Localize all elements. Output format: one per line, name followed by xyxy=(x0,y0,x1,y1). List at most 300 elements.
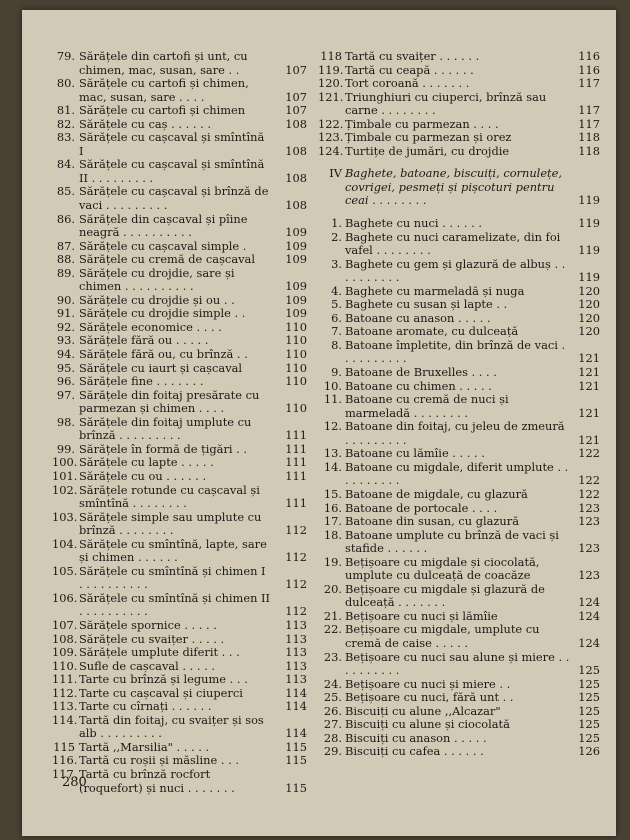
entry-number: 15. xyxy=(323,486,342,501)
entry-number: 2. xyxy=(331,229,342,244)
toc-entry xyxy=(318,705,612,719)
toc-entry xyxy=(52,646,324,660)
entry-title: Sărățele cu cașcaval simple . xyxy=(79,238,247,253)
toc-entry xyxy=(52,511,324,538)
entry-page: 121 xyxy=(578,405,600,420)
entry-page: 116 xyxy=(578,49,600,63)
toc-entry xyxy=(52,700,324,714)
entry-page: 110 xyxy=(285,347,307,362)
entry-title: Tartă ,,Marsilia" . . . . . xyxy=(79,739,210,754)
entry-title: Bețișoare cu migdale și ciocolată, umplute cu dulceață de coacăze xyxy=(345,554,540,583)
entry-page: 109 xyxy=(285,225,307,240)
entry-title: Bețișoare cu nuci, fără unt . . xyxy=(345,690,514,705)
toc-entry xyxy=(318,231,612,258)
entry-page: 113 xyxy=(285,645,307,660)
entry-title: Biscuiți cu cafea . . . . . . xyxy=(345,744,484,759)
entry-number: 102. xyxy=(52,482,78,497)
entry-number: 29. xyxy=(323,744,342,759)
entry-page: 109 xyxy=(285,279,307,294)
entry-title: Sărățele fine . . . . . . . xyxy=(79,374,204,389)
entry-number: 109. xyxy=(52,645,78,660)
entry-page: 119 xyxy=(578,193,600,208)
entry-number: 16. xyxy=(323,500,342,515)
toc-entry xyxy=(52,484,324,511)
toc-entry xyxy=(318,298,612,312)
entry-number: 11. xyxy=(323,392,342,407)
entry-number: 4. xyxy=(331,283,342,298)
toc-entry xyxy=(318,285,612,299)
entry-title: Sărățele cu ou . . . . . . xyxy=(79,468,207,483)
entry-title: Bețișoare cu migdale și glazură de dulceață . . . . . . . xyxy=(345,581,545,610)
entry-page: 115 xyxy=(285,739,307,754)
entry-page: 121 xyxy=(578,351,600,366)
entry-page: 117 xyxy=(578,103,600,118)
entry-number: 24. xyxy=(323,676,342,691)
entry-title: Tarte cu brînză și legume . . . xyxy=(79,672,248,687)
toc-entry xyxy=(318,691,612,705)
entry-page: 115 xyxy=(285,753,307,768)
entry-number: 93. xyxy=(56,333,75,348)
entry-number: 22. xyxy=(323,622,342,637)
entry-page: 124 xyxy=(578,608,600,623)
entry-number: 91. xyxy=(56,306,75,321)
toc-entry xyxy=(52,375,324,389)
entry-page: 113 xyxy=(285,631,307,646)
entry-page: 120 xyxy=(578,297,600,312)
entry-title: Bețișoare cu nuci sau alune și miere . . . . . . . . . . xyxy=(345,649,570,678)
toc-entry xyxy=(52,538,324,565)
entry-page: 112 xyxy=(285,604,307,619)
entry-page: 111 xyxy=(285,455,307,470)
entry-title: Sărățele rotunde cu cașcaval și smîntînă . . . . . . . . xyxy=(79,482,260,511)
entry-page: 126 xyxy=(578,744,600,759)
toc-entry xyxy=(52,470,324,484)
entry-page: 119 xyxy=(578,270,600,285)
entry-number: 7. xyxy=(331,324,342,339)
toc-entry xyxy=(52,185,324,212)
entry-page: 125 xyxy=(578,717,600,732)
entry-number: 115 xyxy=(53,739,75,754)
entry-title: Bețișoare cu migdale, umplute cu cremă de caise . . . . . xyxy=(345,622,540,650)
toc-entry xyxy=(52,673,324,687)
entry-page: 113 xyxy=(285,658,307,673)
entry-title: Tartă din foitaj, cu svaițer și sos alb . . . . . . . . . xyxy=(79,712,264,741)
entry-number: 100. xyxy=(52,455,78,470)
toc-entry xyxy=(318,745,612,759)
toc-entry xyxy=(318,77,612,91)
entry-title: Sărățele cu smîntînă, lapte, sare și chimen . . . . . . xyxy=(79,536,267,565)
toc-entry xyxy=(52,50,324,77)
toc-entry xyxy=(318,339,612,366)
entry-page: 116 xyxy=(578,62,600,77)
entry-page: 109 xyxy=(285,292,307,307)
entry-title: Sărățele cu iaurt și cașcaval xyxy=(79,360,243,375)
toc-entry xyxy=(318,325,612,339)
entry-title: Sărățele cu cașcaval și smîntînă I xyxy=(79,130,265,158)
toc-entry xyxy=(318,217,612,231)
entry-page: 114 xyxy=(285,726,307,741)
entry-title: Sărățele fără ou, cu brînză . . xyxy=(79,347,248,362)
toc-left-column xyxy=(52,50,324,795)
toc-entry xyxy=(318,50,612,64)
entry-title: Bețișoare cu nuci și lămîie xyxy=(345,608,498,623)
entry-number: 110. xyxy=(52,658,78,673)
entry-page: 113 xyxy=(285,672,307,687)
entry-page: 123 xyxy=(578,568,600,583)
entry-page: 107 xyxy=(285,89,307,104)
toc-entry xyxy=(318,556,612,583)
entry-page: 125 xyxy=(578,663,600,678)
toc-entry xyxy=(52,213,324,240)
entry-title: Biscuiți cu anason . . . . . xyxy=(345,730,487,745)
entry-title: Batoane cu chimen . . . . . xyxy=(345,378,492,393)
entry-title: Sufle de cașcaval . . . . . xyxy=(79,658,216,673)
toc-entry xyxy=(318,145,612,159)
toc-entry xyxy=(52,348,324,362)
entry-number: 1. xyxy=(331,216,342,231)
toc-entry xyxy=(52,104,324,118)
toc-entry xyxy=(318,393,612,420)
entry-page: 111 xyxy=(285,468,307,483)
entry-title: Tartă cu roșii și măsline . . . xyxy=(79,753,239,768)
entry-number: 27. xyxy=(323,717,342,732)
toc-entry xyxy=(318,461,612,488)
entry-page: 112 xyxy=(285,550,307,565)
entry-number: 94. xyxy=(56,347,75,362)
toc-entry xyxy=(318,64,612,78)
entry-number: 114. xyxy=(52,712,78,727)
toc-entry xyxy=(318,610,612,624)
entry-number: 89. xyxy=(56,265,75,280)
entry-page: 108 xyxy=(285,198,307,213)
entry-title: Biscuiți cu alune ,,Alcazar" xyxy=(345,703,501,718)
toc-entry xyxy=(318,718,612,732)
entry-page: 120 xyxy=(578,324,600,339)
entry-title: Triunghiuri cu ciuperci, brînză sau carne . . . . . . . . xyxy=(345,89,547,118)
entry-page: 111 xyxy=(285,496,307,511)
toc-entry xyxy=(52,416,324,443)
toc-entry xyxy=(52,660,324,674)
toc-entry xyxy=(52,158,324,185)
entry-number: 117. xyxy=(52,766,78,781)
entry-number: 118 xyxy=(320,49,342,63)
entry-page: 115 xyxy=(285,780,307,795)
entry-number: 8. xyxy=(331,337,342,352)
entry-number: 98. xyxy=(56,414,75,429)
entry-number: 112. xyxy=(52,685,78,700)
toc-entry xyxy=(52,267,324,294)
toc-entry xyxy=(318,529,612,556)
entry-page: 123 xyxy=(578,514,600,529)
entry-number: 18. xyxy=(323,527,342,542)
toc-section-heading xyxy=(318,167,612,208)
entry-number: 97. xyxy=(56,387,75,402)
toc-entry xyxy=(52,131,324,158)
entry-number: 80. xyxy=(56,76,75,91)
entry-title: Baghete cu susan și lapte . . xyxy=(345,297,508,312)
entry-number: 85. xyxy=(56,184,75,199)
entry-title: Sărățele din cartofi și unt, cu chimen, mac, susan, sare . . xyxy=(79,49,248,77)
entry-number: 120. xyxy=(318,76,344,91)
entry-number: 25. xyxy=(323,690,342,705)
entry-number: 20. xyxy=(323,581,342,596)
entry-page: 114 xyxy=(285,685,307,700)
entry-page: 119 xyxy=(578,216,600,231)
entry-title: Tort coroană . . . . . . . xyxy=(345,76,470,91)
entry-number: 113. xyxy=(52,699,78,714)
entry-page: 120 xyxy=(578,283,600,298)
entry-title: Tartă cu ceapă . . . . . . xyxy=(345,62,474,77)
entry-number: 92. xyxy=(56,319,75,334)
entry-page: 107 xyxy=(285,62,307,77)
entry-page: 117 xyxy=(578,116,600,131)
entry-number: 28. xyxy=(323,730,342,745)
entry-title: Biscuiți cu alune și ciocolată xyxy=(345,717,510,732)
toc-entry xyxy=(52,294,324,308)
entry-number: 107. xyxy=(52,617,78,632)
toc-entry xyxy=(318,651,612,678)
entry-title: Turtițe de jumări, cu drojdie xyxy=(345,143,510,158)
page-number: 280 xyxy=(62,775,87,790)
entry-page: 117 xyxy=(578,76,600,91)
entry-page: 122 xyxy=(578,446,600,461)
entry-title: Sărățele umplute diferit . . . xyxy=(79,645,240,660)
entry-number: 121. xyxy=(318,89,344,104)
entry-page: 110 xyxy=(285,401,307,416)
entry-number: 14. xyxy=(323,459,342,474)
entry-page: 125 xyxy=(578,690,600,705)
entry-title: Țimbale cu parmezan . . . . xyxy=(345,116,499,131)
entry-page: 122 xyxy=(578,473,600,488)
entry-title: Bețișoare cu nuci și miere . . xyxy=(345,676,511,691)
entry-number: 23. xyxy=(323,649,342,664)
entry-page: 114 xyxy=(285,699,307,714)
entry-number: 26. xyxy=(323,703,342,718)
toc-entry xyxy=(52,619,324,633)
entry-title: Sărățele cu drojdie, sare și chimen . . . . . . . . . . xyxy=(79,265,235,294)
entry-page: 109 xyxy=(285,252,307,267)
entry-number: 101. xyxy=(52,468,78,483)
book-page xyxy=(22,10,616,836)
entry-number: 10. xyxy=(323,378,342,393)
toc-entry xyxy=(318,583,612,610)
toc-entry xyxy=(52,253,324,267)
entry-title: Batoane din foitaj, cu jeleu de zmeură . . . . . . . . . xyxy=(345,419,565,447)
entry-title: Sărățele economice . . . . xyxy=(79,319,222,334)
toc-entry xyxy=(52,714,324,741)
entry-page: 120 xyxy=(578,310,600,325)
entry-number: 83. xyxy=(56,130,75,145)
entry-number: 81. xyxy=(56,103,75,118)
toc-entry xyxy=(318,118,612,132)
entry-number: 6. xyxy=(331,310,342,325)
entry-title: Sărățele în formă de țigări . . xyxy=(79,441,248,456)
entry-number: 108. xyxy=(52,631,78,646)
entry-title: Sărățele din foitaj presărate cu parmezan și chimen . . . . xyxy=(79,387,260,416)
toc-entry xyxy=(52,741,324,755)
entry-title: Sărățele cu cartofi și chimen, mac, susan, sare . . . . xyxy=(79,76,249,104)
entry-title: Baghete, batoane, biscuiți, cornulețe, covrigei, pesmeți și pișcoturi pentru ceai . . . . . . . . xyxy=(345,166,562,208)
toc-entry xyxy=(318,380,612,394)
toc-right-column xyxy=(318,50,612,759)
entry-title: Sărățele fără ou . . . . . xyxy=(79,333,209,348)
entry-title: Batoane cu cremă de nuci și marmeladă . . . . . . . . xyxy=(345,392,509,420)
entry-page: 113 xyxy=(285,617,307,632)
toc-entry xyxy=(52,565,324,592)
entry-number: 111. xyxy=(52,672,78,687)
entry-number: 86. xyxy=(56,211,75,226)
entry-title: Sărățele cu cașcaval și smîntînă II . . . . . . . . . xyxy=(79,157,265,185)
toc-entry xyxy=(52,443,324,457)
entry-number: 82. xyxy=(56,116,75,131)
entry-title: Sărățele din foitaj umplute cu brînză . . . . . . . . . xyxy=(79,414,252,443)
entry-page: 108 xyxy=(285,170,307,185)
entry-page: 112 xyxy=(285,523,307,538)
entry-page: 111 xyxy=(285,441,307,456)
toc-entry xyxy=(52,77,324,104)
entry-number: 13. xyxy=(323,446,342,461)
entry-title: Batoane de portocale . . . . xyxy=(345,500,498,515)
entry-title: Tartă cu brînză rocfort (roquefort) și nuci . . . . . . . xyxy=(79,766,235,795)
entry-title: Batoane aromate, cu dulceață xyxy=(345,324,519,339)
entry-page: 107 xyxy=(285,103,307,118)
entry-page: 124 xyxy=(578,635,600,650)
entry-title: Baghete cu gem și glazură de albuș . . . . . . . . . . xyxy=(345,256,566,285)
entry-page: 121 xyxy=(578,378,600,393)
toc-entry xyxy=(52,456,324,470)
toc-entry xyxy=(52,687,324,701)
entry-number: 122. xyxy=(318,116,344,131)
toc-entry xyxy=(318,623,612,650)
toc-entry xyxy=(52,240,324,254)
entry-title: Tartă cu svaițer . . . . . . xyxy=(345,49,480,63)
entry-number: 9. xyxy=(331,365,342,380)
entry-title: Sărățele din cașcaval și pîine neagră . . . . . . . . . . xyxy=(79,211,248,240)
entry-page: 110 xyxy=(285,319,307,334)
entry-number: 105. xyxy=(52,563,78,578)
entry-number: 95. xyxy=(56,360,75,375)
toc-entry xyxy=(318,91,612,118)
entry-title: Batoane umplute cu brînză de vaci și stafide . . . . . . xyxy=(345,527,559,556)
toc-entry xyxy=(52,389,324,416)
toc-entry xyxy=(318,515,612,529)
toc-entry xyxy=(318,131,612,145)
toc-entry xyxy=(52,321,324,335)
entry-page: 112 xyxy=(285,577,307,592)
toc-entry xyxy=(318,420,612,447)
toc-entry xyxy=(318,447,612,461)
entry-number: 90. xyxy=(56,292,75,307)
entry-page: 108 xyxy=(285,116,307,131)
entry-page: 121 xyxy=(578,432,600,447)
toc-entry xyxy=(318,366,612,380)
entry-title: Baghete cu nuci . . . . . . xyxy=(345,216,482,231)
toc-entry xyxy=(318,488,612,502)
entry-page: 118 xyxy=(578,130,600,145)
entry-title: Batoane împletite, din brînză de vaci . . . . . . . . . . xyxy=(345,337,566,366)
entry-title: Batoane din susan, cu glazură xyxy=(345,514,520,529)
entry-title: Batoane cu lămîie . . . . . xyxy=(345,446,485,461)
toc-entry xyxy=(52,768,324,795)
entry-title: Tarte cu cîrnați . . . . . . xyxy=(79,699,212,714)
toc-entry xyxy=(52,592,324,619)
entry-title: Baghete cu nuci caramelizate, din foi vafel . . . . . . . . xyxy=(345,229,561,258)
entry-title: Sărățele spornice . . . . . xyxy=(79,617,217,632)
toc-entry xyxy=(318,502,612,516)
toc-entry xyxy=(318,732,612,746)
entry-title: Sărățele cu caș . . . . . . xyxy=(79,116,211,131)
entry-number: 123. xyxy=(318,130,344,145)
entry-title: Sărățele simple sau umplute cu brînză . . . . . . . . xyxy=(79,509,262,538)
toc-entry xyxy=(52,307,324,321)
entry-title: Sărățele cu cremă de cașcaval xyxy=(79,252,255,267)
entry-title: Batoane de migdale, cu glazură xyxy=(345,486,528,501)
entry-number: 17. xyxy=(323,514,342,529)
entry-number: 104. xyxy=(52,536,78,551)
toc-entry xyxy=(318,258,612,285)
entry-page: 122 xyxy=(578,486,600,501)
entry-page: 119 xyxy=(578,243,600,258)
entry-page: 125 xyxy=(578,730,600,745)
toc-entry xyxy=(52,754,324,768)
entry-title: Batoane cu anason . . . . . xyxy=(345,310,491,325)
toc-entry xyxy=(318,312,612,326)
entry-title: Sărățele cu drojdie simple . . xyxy=(79,306,246,321)
toc-entry xyxy=(52,118,324,132)
entry-title: Sărățele cu smîntînă și chimen I . . . . . . . . . . xyxy=(79,563,266,592)
entry-title: Batoane de Bruxelles . . . . xyxy=(345,365,497,380)
toc-entry xyxy=(52,334,324,348)
entry-number: 21. xyxy=(323,608,342,623)
entry-number: 3. xyxy=(331,256,342,271)
entry-number: 99. xyxy=(56,441,75,456)
entry-number: 79. xyxy=(56,49,75,63)
entry-number: 5. xyxy=(331,297,342,312)
entry-title: Sărățele cu drojdie și ou . . xyxy=(79,292,235,307)
entry-title: Țimbale cu parmezan și orez xyxy=(345,130,512,145)
entry-number: 96. xyxy=(56,374,75,389)
entry-title: Sărățele cu cașcaval și brînză de vaci . . . . . . . . . xyxy=(79,184,269,213)
entry-number: 106. xyxy=(52,590,78,605)
toc-entry xyxy=(52,362,324,376)
entry-page: 123 xyxy=(578,541,600,556)
entry-page: 123 xyxy=(578,500,600,515)
entry-title: Tarte cu cașcaval și ciuperci xyxy=(79,685,243,700)
toc-entry xyxy=(318,678,612,692)
entry-page: 125 xyxy=(578,676,600,691)
entry-page: 110 xyxy=(285,374,307,389)
entry-number: 84. xyxy=(56,157,75,172)
entry-number: IV xyxy=(329,166,342,181)
entry-page: 121 xyxy=(578,365,600,380)
entry-number: 19. xyxy=(323,554,342,569)
entry-number: 12. xyxy=(323,419,342,434)
toc-entry xyxy=(52,633,324,647)
entry-page: 109 xyxy=(285,306,307,321)
entry-number: 88. xyxy=(56,252,75,267)
entry-number: 87. xyxy=(56,238,75,253)
entry-number: 124. xyxy=(318,143,344,158)
entry-page: 110 xyxy=(285,333,307,348)
entry-page: 124 xyxy=(578,595,600,610)
entry-page: 111 xyxy=(285,428,307,443)
entry-page: 108 xyxy=(285,143,307,158)
entry-page: 118 xyxy=(578,143,600,158)
entry-title: Sărățele cu smîntînă și chimen II . . . . . . . . . . xyxy=(79,590,271,619)
entry-page: 110 xyxy=(285,360,307,375)
entry-title: Sărățele cu svaițer . . . . . xyxy=(79,631,225,646)
entry-number: 116. xyxy=(52,753,78,768)
